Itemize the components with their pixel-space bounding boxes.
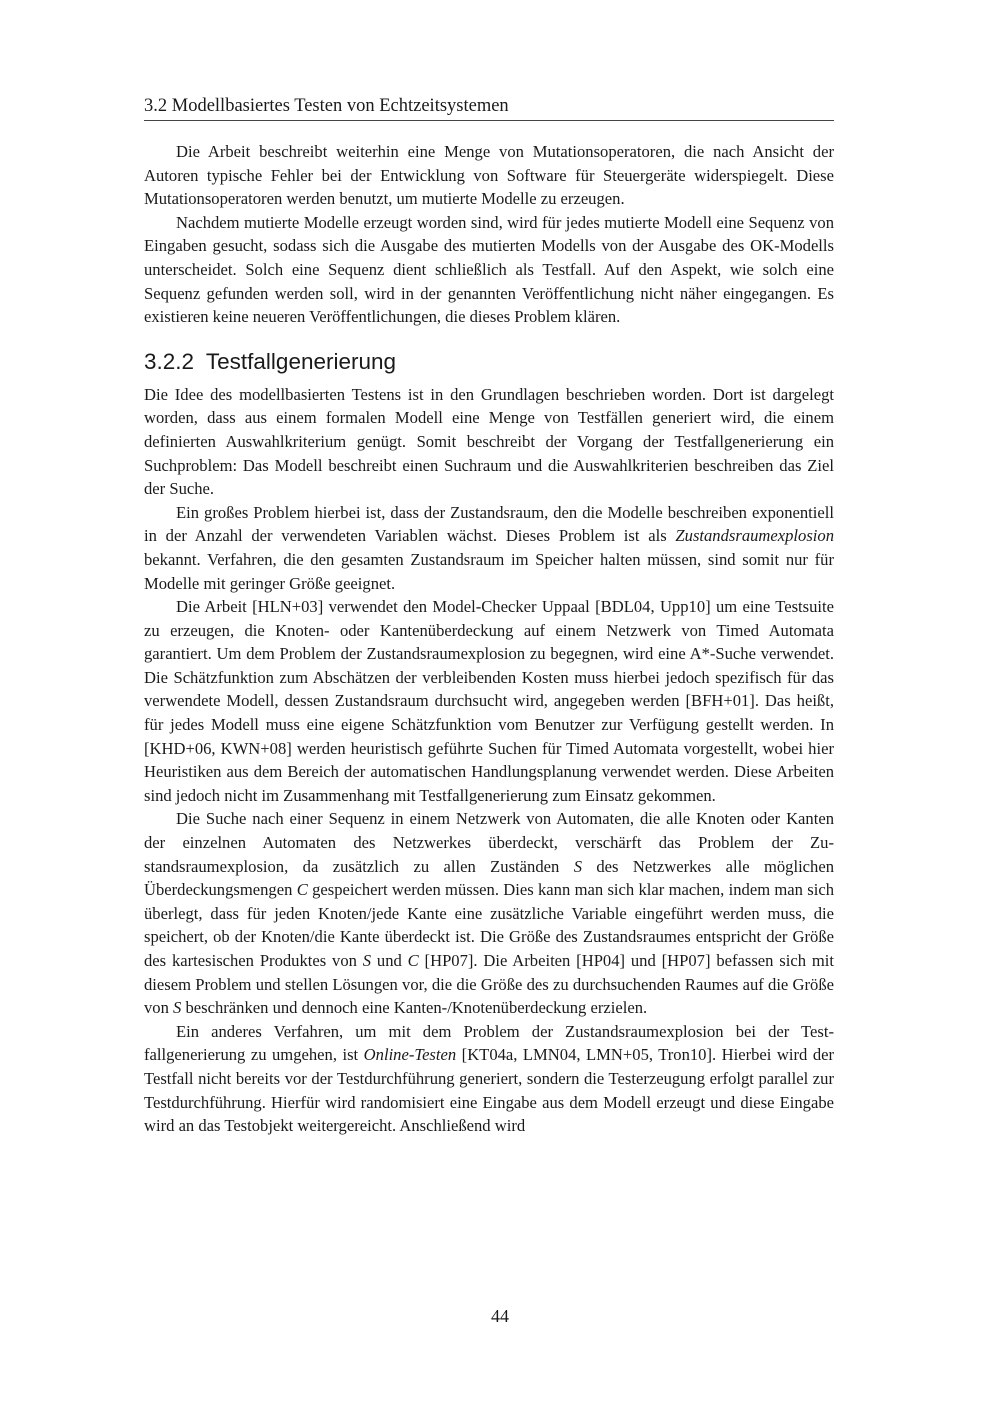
text-run: des Netzwerkes alle möglichen Überdeckungsmengen [144, 856, 835, 900]
page-number: 44 [491, 1306, 509, 1326]
term-emphasis: Online-Testen [363, 1045, 457, 1065]
text-run: Ein großes Problem hierbei ist, dass der Zustandsraum, den die Modelle beschreiben exponentiell in der Anzahl der verwendeten Variablen wächst. Dieses Problem ist als [144, 502, 834, 546]
term-emphasis: Zustandsraumexplosion [675, 526, 834, 546]
text-run: beschränken und dennoch eine Kanten-/Knotenüberdeckung erzielen. [181, 998, 648, 1018]
page-body [144, 140, 834, 1138]
math-symbol-c: C [407, 951, 419, 970]
math-symbol-s: S [173, 998, 182, 1018]
section-paragraph-1: Die Idee des modellbasierten Testens ist in den Grundlagen beschrieben worden. Dort ist dargelegt worden, dass aus einem formalen Modell eine Menge von Testfällen generiert wird, die einem definierten Auswahlkriterium genügt. Somit beschreibt der Vorgang der Testfallgenerierung ein Suchproblem: Das Modell beschreibt einen Suchraum und die Auswahlkriterien beschreiben das Ziel der Suche. [144, 384, 834, 499]
math-symbol-s: S [573, 856, 582, 876]
section-paragraph-2 [144, 501, 834, 595]
section-paragraph-3: Die Arbeit [HLN+03] verwendet den Model-Checker Uppaal [BDL04, Upp10] um eine Testsuite zu erzeugen, die Knoten- oder Kantenüberdeckung auf einem Netzwerk von Timed Automata garantiert. Um dem Problem der Zustandsraumexplosion zu begegnen, wird eine A*-Suche verwendet. Die Schätzfunktion zum Abschätzen der verbleibenden Kosten muss hierbei jedoch spezifisch für das verwendete Modell, dessen Zustandsraum durchsucht wird, angegeben werden [BFH+01]. Das heißt, für jedes Modell muss eine eigene Schätzfunktion vom Benutzer zur Verfügung gestellt werden. In [KHD+06, KWN+08] werden heuristisch geführte Suchen für Timed Automata vorgestellt, wobei hier Heuristiken aus dem Bereich der automatischen Handlungsplanung verwendet werden. Diese Arbeiten sind jedoch nicht im Zusammenhang mit Testfallgenerierung zum Einsatz gekommen. [144, 597, 834, 805]
text-run: [KT04a, LMN04, LMN+05, Tron10]. Hierbei wird der Testfall nicht bereits vor der Testdurchführung generiert, sondern die Testerzeugung erfolgt parallel zur Testdurchführung. Hierfür wird randomisiert eine Eingabe aus dem Modell erzeugt und diese Eingabe wird an das Testobjekt weitergereicht. Anschließend wird [144, 1045, 835, 1136]
intro-paragraph-2: Nachdem mutierte Modelle erzeugt worden sind, wird für jedes mutierte Modell eine Sequenz von Eingaben gesucht, sodass sich die Ausgabe des mutierten Modells von der Ausgabe des OK-Modells unterscheidet. Solch eine Sequenz dient schließlich als Testfall. Auf den Aspekt, wie solch eine Sequenz gefunden werden soll, wird in der genannten Veröffentlichung nicht näher eingegangen. Es existieren keine neueren Veröffentlichungen, die dieses Problem klären. [144, 212, 834, 327]
section-number: 3.2.2 [144, 348, 195, 374]
running-header: 3.2 Modellbasiertes Testen von Echtzeitsystemen [144, 94, 834, 121]
text-run: Die Suche nach einer Sequenz in einem Netzwerk von Automaten, die alle Knoten oder Kanten der einzelnen Automaten des Netzwerkes überdeckt, verschärft das Problem der Zustandsraumexplosion, da zusätzlich zu allen Zuständen [144, 809, 834, 876]
math-symbol-s: S [362, 951, 372, 970]
text-run: [HP07]. Die Arbeiten [HP04] und [HP07] befassen sich mit diesem Problem und stellen Lösungen vor, die die Größe des zu durchsuchenden Raumes auf die Größe von [144, 951, 834, 1018]
text-run: bekannt. Verfahren, die den gesamten Zustandsraum im Speicher halten müssen, sind somit nur für Modelle mit geringer Größe geeignet. [144, 549, 834, 593]
text-run: Ein anderes Verfahren, um mit dem Problem der Zustandsraumexplosion bei der Testfallgenerierung zu umgehen, ist [144, 1021, 834, 1065]
math-symbol-c: C [296, 880, 308, 900]
section-paragraph-4 [144, 807, 834, 1019]
text-run: und [371, 951, 408, 970]
intro-paragraph-1: Die Arbeit beschreibt weiterhin eine Menge von Mutationsoperatoren, die nach Ansicht der Autoren typische Fehler bei der Entwicklung von Software für Steuergeräte widerspiegelt. Diese Mutationsoperatoren werden benutzt, um mutierte Modelle zu erzeugen. [144, 142, 834, 209]
section-heading [144, 347, 834, 377]
section-paragraph-5 [144, 1020, 834, 1138]
text-run: gespeichert werden müssen. Dies kann man sich klar machen, indem man sich überlegt, dass für jeden Knoten/jede Kante eine zusätzliche Variable eingeführt werden muss, die speichert, ob der Knoten/die Kante überdeckt ist. Die Größe des Zustandsraumes entspricht der Größe des kartesischen Produktes von [144, 880, 835, 970]
section-title: Testfallgenerierung [205, 348, 397, 374]
